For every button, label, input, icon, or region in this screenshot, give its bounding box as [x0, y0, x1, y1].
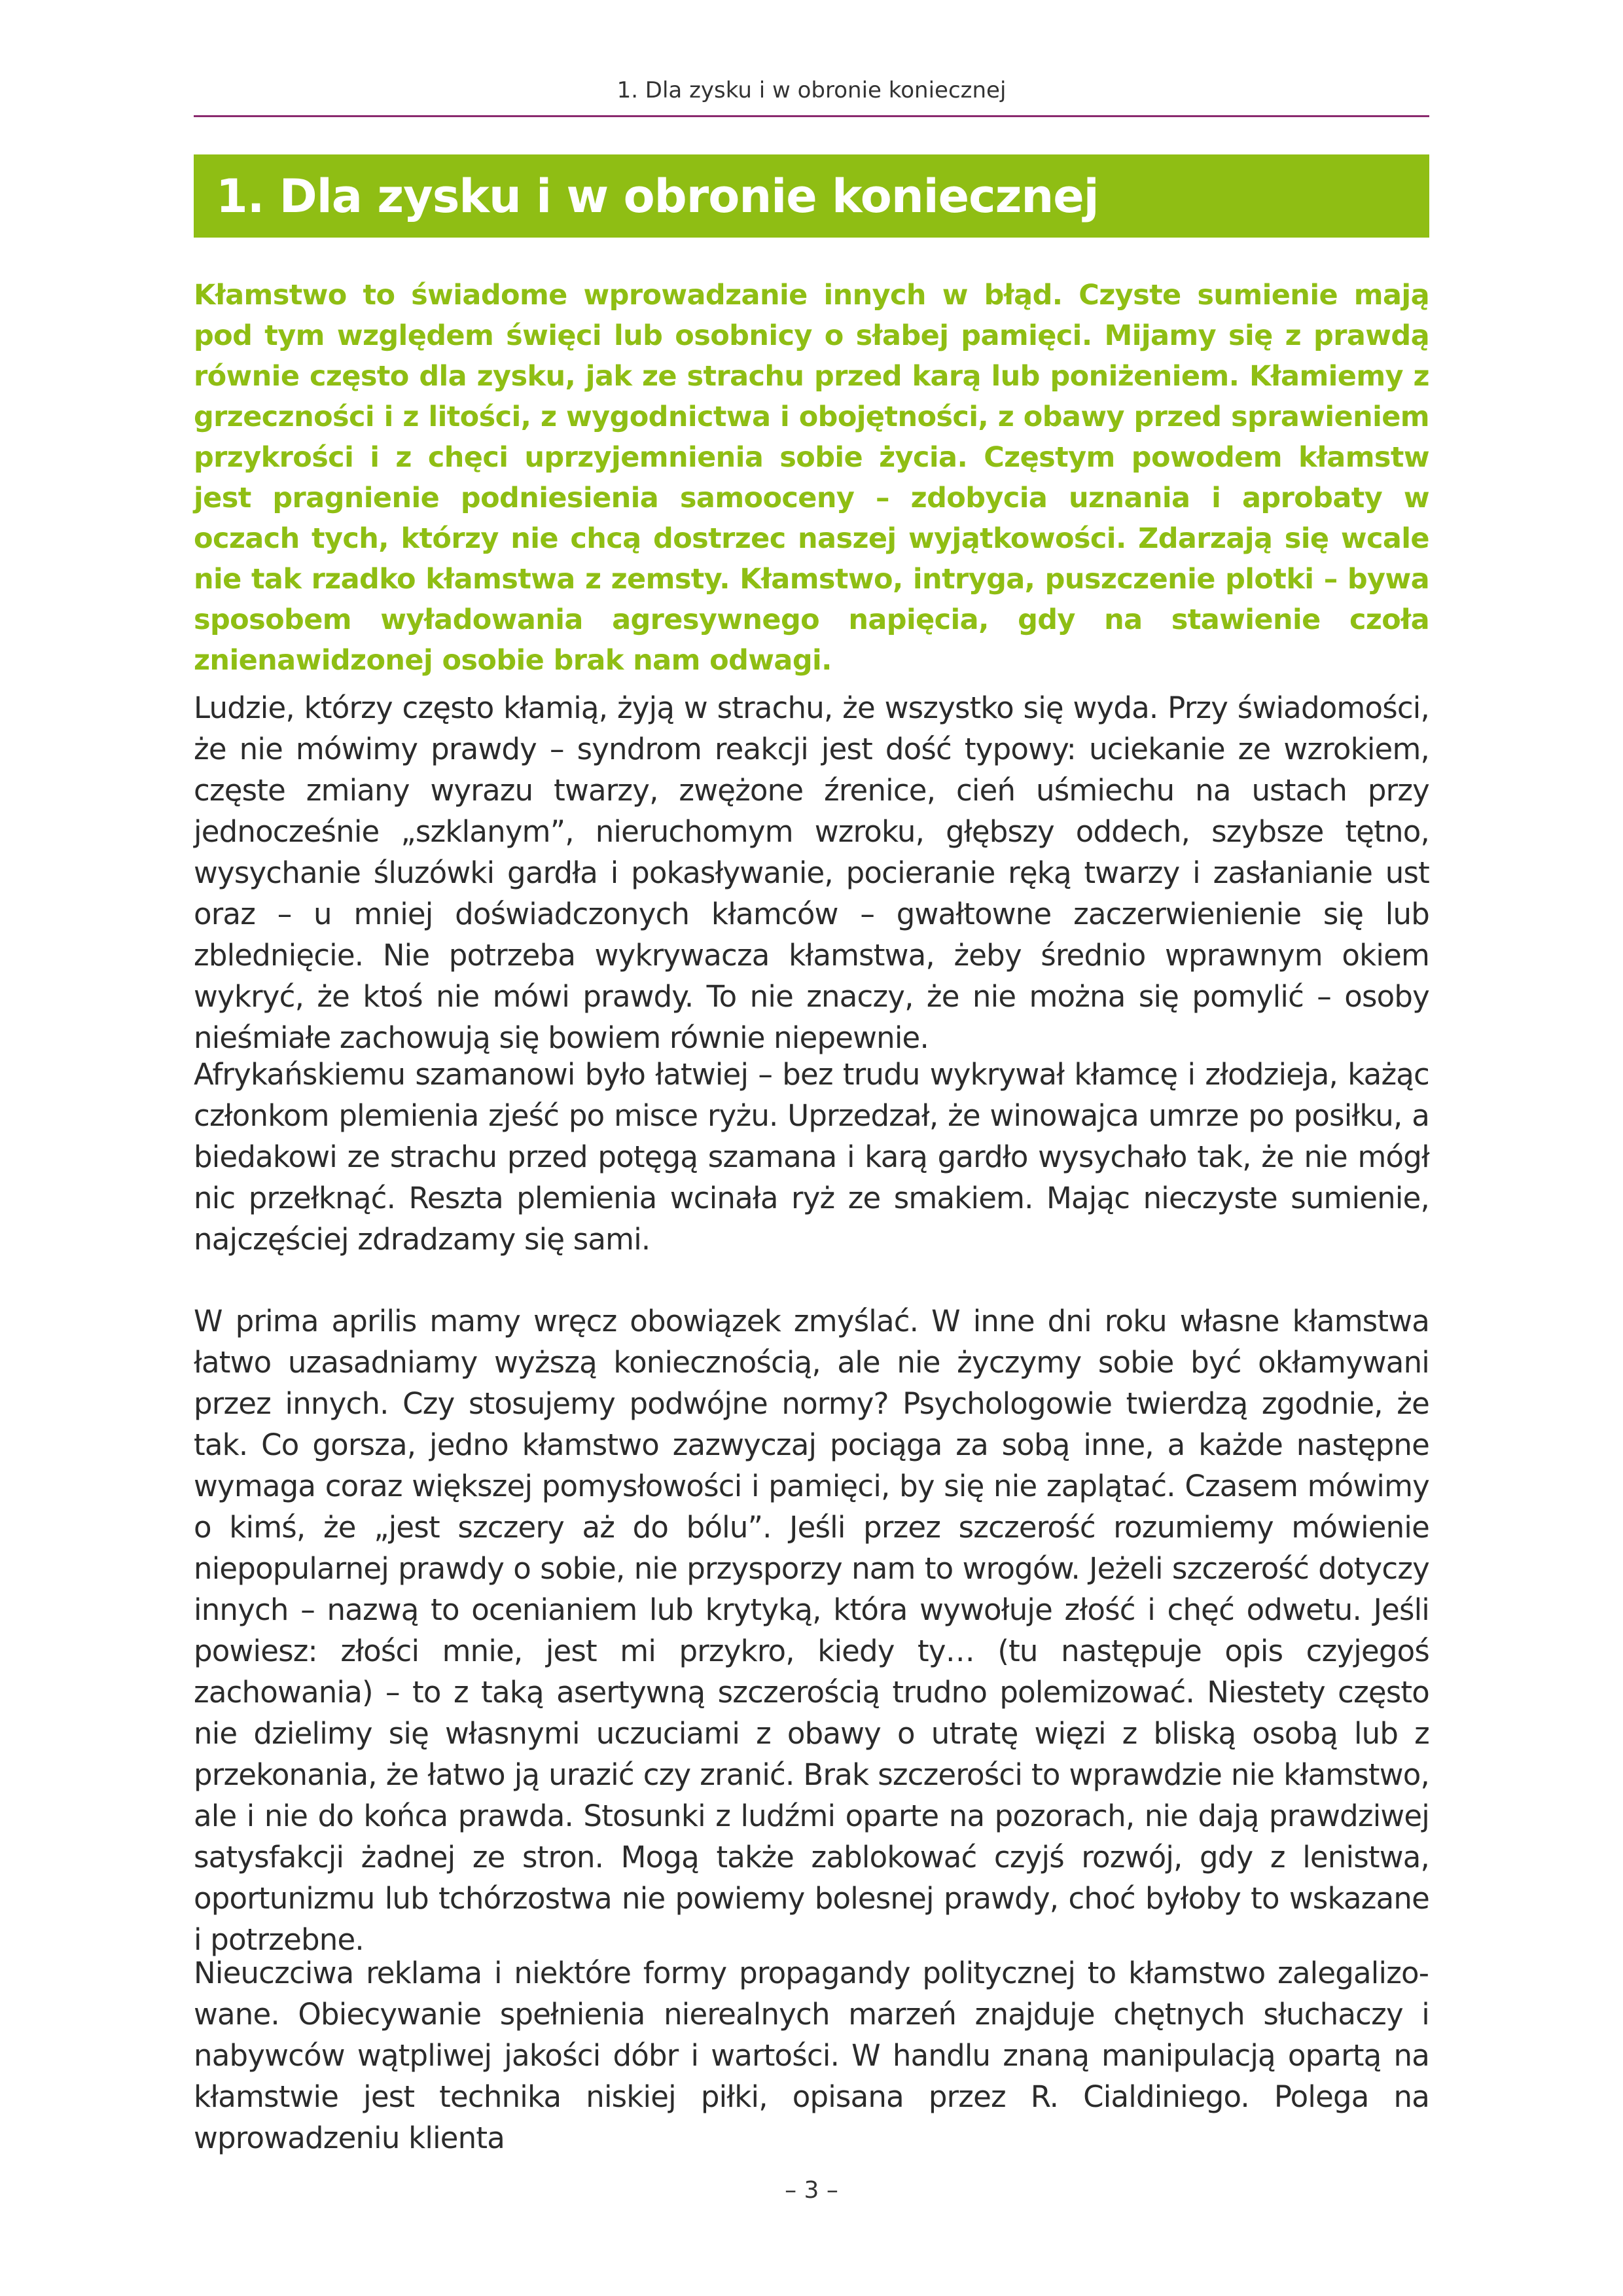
- running-header: 1. Dla zysku i w obronie koniecznej: [616, 77, 1007, 103]
- body-paragraph-2-block: [194, 1054, 1429, 1260]
- page-number: – 3 –: [785, 2177, 838, 2204]
- body-paragraph: Ludzie, którzy często kłamią, żyją w strachu, że wszystko się wyda. Przy świadomości, że nie mówimy prawdy – syndrom reakcji jest dość typowy: uciekanie ze wzrokiem, częste zmiany wyrazu twarzy, zwężone źrenice, cień uśmiechu na ustach przy jednocześnie „szklanym”, nieruchomym wzroku, głębszy oddech, szybsze tętno, wysychanie śluzówki gardła i pokasływanie, pocieranie ręką twarzy i zasłanianie ust oraz – u mniej doświadczonych kłamców – gwałtowne zaczerwienienie się lub zblednięcie. Nie potrzeba wykrywacza kłamstwa, żeby średnio wprawnym okiem wykryć, że ktoś nie mówi prawdy. To nie znaczy, że nie można się pomylić – osoby nieśmiałe zachowują się bowiem równie niepewnie.: [194, 691, 1429, 1055]
- section-title: 1. Dla zysku i w obronie koniecznej: [216, 169, 1099, 223]
- lead-paragraph: Kłamstwo to świadome wprowadzanie innych w błąd. Czyste sumienie mają pod tym względem święci lub osobnicy o słabej pamięci. Mijamy się z prawdą równie często dla zysku, jak ze strachu przed karą lub poniżeniem. Kłamiemy z grzeczności i z litości, z wygodnictwa i obojętności, z obawy przed sprawieniem przykrości i z chęci uprzyjemnienia sobie życia. Częstym powodem kłamstw jest pragnienie podniesienia samooceny – zdobycia uznania i aprobaty w oczach tych, którzy nie chcą dostrzec naszej wyjątkowości. Zdarzają się wcale nie tak rzadko kłamstwa z zemsty. Kłamstwo, intryga, puszczenie plotki – bywa sposobem wyładowania agresywnego napięcia, gdy na stawienie czoła znienawidzonej osobie brak nam odwagi.: [194, 279, 1429, 677]
- header-rule: [194, 115, 1429, 117]
- body-paragraph: W prima aprilis mamy wręcz obowiązek zmyślać. W inne dni roku własne kłamstwa łatwo uzasadniamy wyższą koniecznością, ale nie życzymy sobie być okłamywani przez innych. Czy stosujemy podwójne normy? Psychologowie twierdzą zgodnie, że tak. Co gorsza, jedno kłamstwo zazwyczaj pociąga za sobą inne, a każde następne wymaga coraz większej pomysłowości i pamięci, by się nie zaplątać. Czasem mówimy o kimś, że „jest szczery aż do bólu”. Jeśli przez szczerość rozumiemy mówienie niepopularnej prawdy o sobie, nie przysporzy nam to wrogów. Jeżeli szczerość dotyczy innych – nazwą to ocenianiem lub krytyką, która wywołuje złość i chęć odwetu. Jeśli powiesz: złości mnie, jest mi przykro, kiedy ty… (tu następuje opis czyjegoś zachowania) – to z taką asertywną szczerością trudno polemizować. Niestety często nie dzielimy się własnymi uczuciami z obawy o utratę więzi z bliską osobą lub z przekonania, że łatwo ją urazić czy zranić. Brak szczerości to wprawdzie nie kłamstwo, ale i nie do końca prawda. Stosunki z ludźmi oparte na pozorach, nie dają prawdziwej satysfakcji żadnej ze stron. Mogą także zablokować czyjś rozwój, gdy z lenistwa, oportunizmu lub tchórzostwa nie powiemy bolesnej prawdy, choć byłoby to wskazane i potrzebne.: [194, 1304, 1429, 1957]
- section-title-bar: [194, 154, 1429, 238]
- body-paragraph-1-block: [194, 687, 1429, 1058]
- body-paragraph-3-block: [194, 1300, 1429, 1960]
- body-paragraph: Nieuczciwa reklama i niektóre formy propagandy politycznej to kłamstwo zalegalizowane. Obiecywanie spełnienia nierealnych marzeń znajduje chętnych słuchaczy i nabywców wątpliwej jakości dóbr i wartości. W handlu znaną manipulacją opartą na kłamstwie jest technika niskiej piłki, opisana przez R. Cialdiniego. Polega na wprowadzeniu klienta: [194, 1956, 1429, 2155]
- body-paragraph: Afrykańskiemu szamanowi było łatwiej – bez trudu wykrywał kłamcę i złodzieja, każąc członkom plemienia zjeść po misce ryżu. Uprzedzał, że winowajca umrze po posiłku, a biedakowi ze strachu przed potęgą szamana i karą gardło wysychało tak, że nie mógł nic przełknąć. Reszta plemienia wcinała ryż ze smakiem. Mając nieczyste sumienie, najczęściej zdradzamy się sami.: [194, 1057, 1429, 1257]
- body-paragraph-4-block: [194, 1952, 1429, 2159]
